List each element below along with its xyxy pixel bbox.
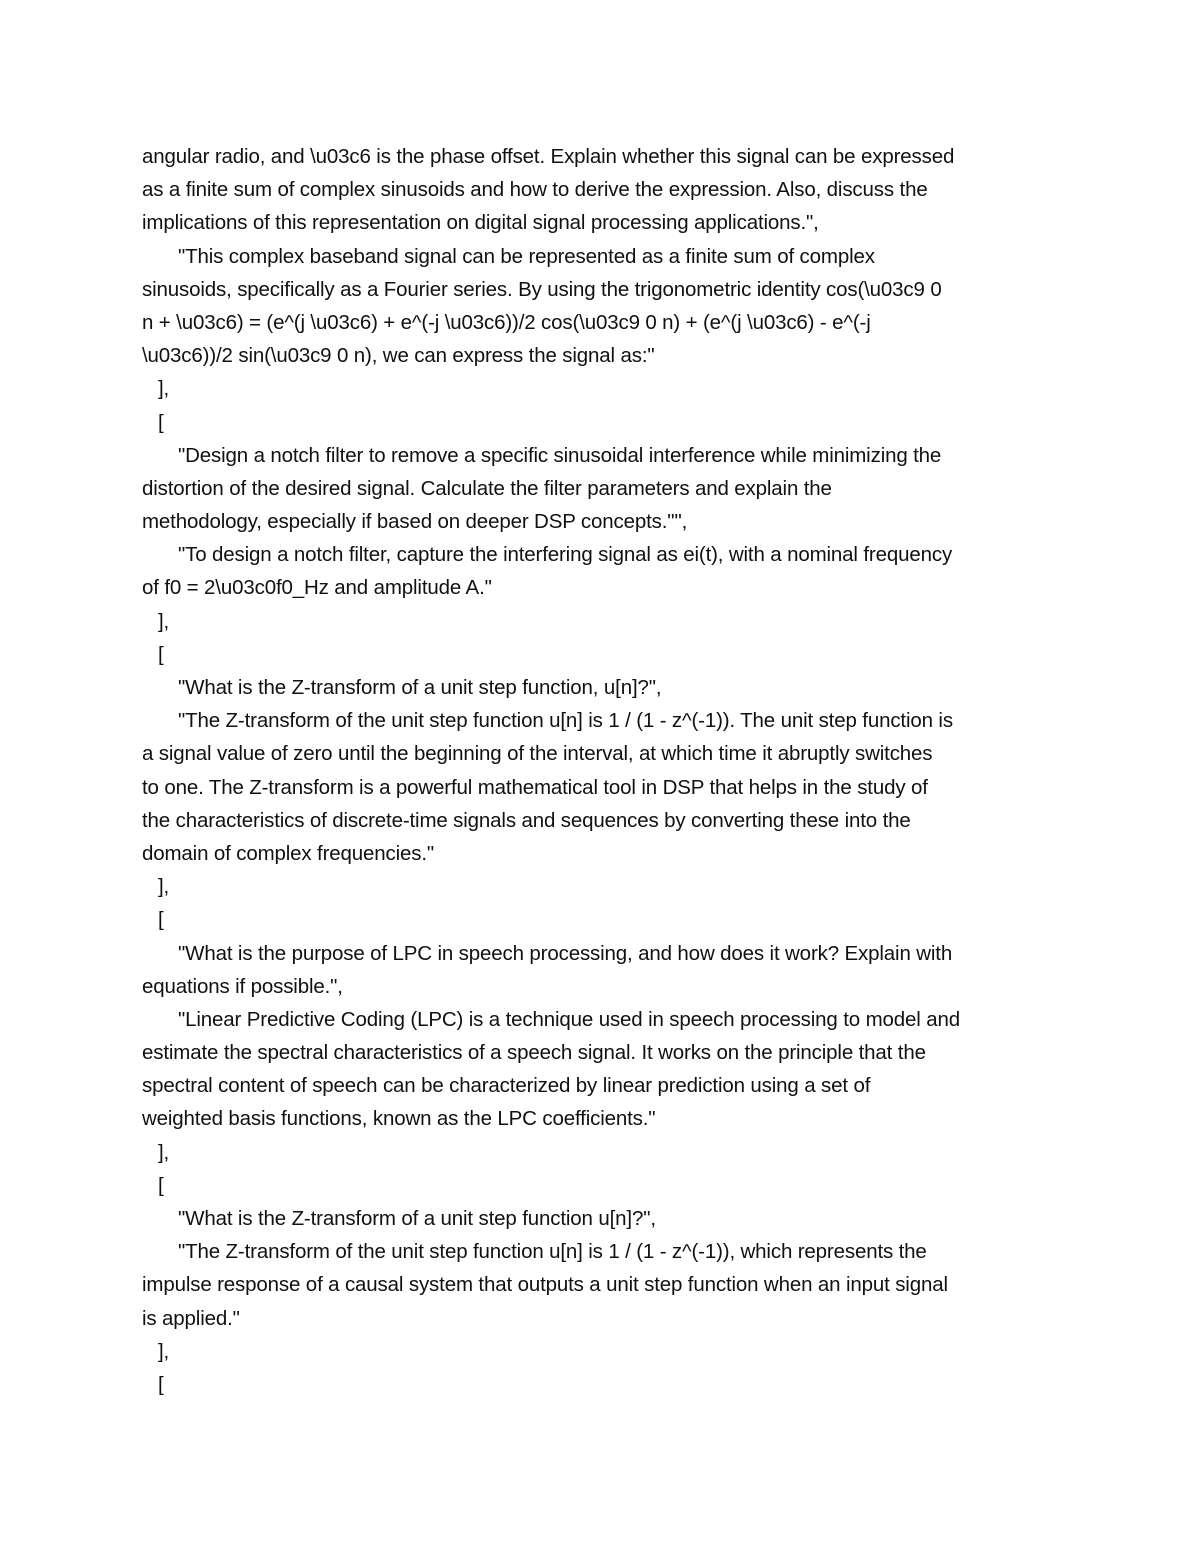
document-text-line: spectral content of speech can be characterized by linear prediction using a set of bbox=[142, 1074, 871, 1098]
document-text-line: angular radio, and \u03c6 is the phase offset. Explain whether this signal can be expressed bbox=[142, 145, 955, 168]
document-text-line: domain of complex frequencies." bbox=[142, 841, 435, 865]
document-text-line: of f0 = 2\u03c0f0_Hz and amplitude A." bbox=[142, 576, 492, 600]
bracket-line: [ bbox=[158, 642, 164, 666]
document-text-line: \u03c6))/2 sin(\u03c9 0 n), we can express the signal as:" bbox=[142, 344, 655, 368]
document-text-line: as a finite sum of complex sinusoids and how to derive the expression. Also, discuss the bbox=[142, 178, 928, 202]
document-text-line: sinusoids, specifically as a Fourier series. By using the trigonometric identity cos(\u03c9 0 bbox=[142, 277, 942, 301]
document-text-line: n + \u03c6) = (e^(j \u03c6) + e^(-j \u03c6))/2 cos(\u03c9 0 n) + (e^(j \u03c6) - e^(-j bbox=[142, 310, 871, 334]
bracket-line: [ bbox=[158, 1173, 164, 1197]
document-text-line: equations if possible.", bbox=[142, 974, 343, 998]
document-text-line: "Design a notch filter to remove a specific sinusoidal interference while minimizing the bbox=[178, 443, 942, 467]
bracket-line: ], bbox=[158, 609, 170, 633]
document-text-line: distortion of the desired signal. Calculate the filter parameters and explain the bbox=[142, 476, 832, 500]
document-text-line: the characteristics of discrete-time signals and sequences by converting these into the bbox=[142, 808, 911, 832]
document-text-line: "What is the purpose of LPC in speech processing, and how does it work? Explain with bbox=[178, 941, 953, 965]
document-text-line: a signal value of zero until the beginning of the interval, at which time it abruptly switches bbox=[142, 742, 933, 766]
document-text-line: "The Z-transform of the unit step function u[n] is 1 / (1 - z^(-1)), which represents the bbox=[178, 1240, 927, 1264]
bracket-line: ], bbox=[158, 377, 170, 401]
document-text-line: methodology, especially if based on deeper DSP concepts."", bbox=[142, 510, 688, 534]
document-body bbox=[142, 140, 1062, 1401]
document-text-line: is applied." bbox=[142, 1306, 240, 1330]
document-text-line: "To design a notch filter, capture the interfering signal as ei(t), with a nominal frequency bbox=[178, 543, 953, 567]
bracket-line: ], bbox=[158, 1339, 170, 1363]
document-text-line: implications of this representation on digital signal processing applications.", bbox=[142, 211, 819, 235]
document-text-line: "This complex baseband signal can be represented as a finite sum of complex bbox=[178, 244, 875, 268]
document-text-line: "What is the Z-transform of a unit step function u[n]?", bbox=[178, 1207, 656, 1230]
document-text-line: to one. The Z-transform is a powerful mathematical tool in DSP that helps in the study of bbox=[142, 775, 928, 799]
bracket-line: [ bbox=[158, 1372, 164, 1396]
document-text-line: impulse response of a causal system that outputs a unit step function when an input signal bbox=[142, 1273, 948, 1297]
bracket-line: ], bbox=[158, 875, 170, 899]
document-text-line: estimate the spectral characteristics of a speech signal. It works on the principle that the bbox=[142, 1041, 926, 1065]
bracket-line: [ bbox=[158, 908, 164, 932]
bracket-line: [ bbox=[158, 410, 164, 434]
document-text-line: "What is the Z-transform of a unit step function, u[n]?", bbox=[178, 676, 662, 699]
document-text-line: weighted basis functions, known as the LPC coefficients." bbox=[142, 1107, 656, 1131]
document-text-line: "Linear Predictive Coding (LPC) is a technique used in speech processing to model and bbox=[178, 1007, 960, 1031]
document-text-line: "The Z-transform of the unit step function u[n] is 1 / (1 - z^(-1)). The unit step function is bbox=[178, 709, 953, 733]
bracket-line: ], bbox=[158, 1140, 170, 1164]
